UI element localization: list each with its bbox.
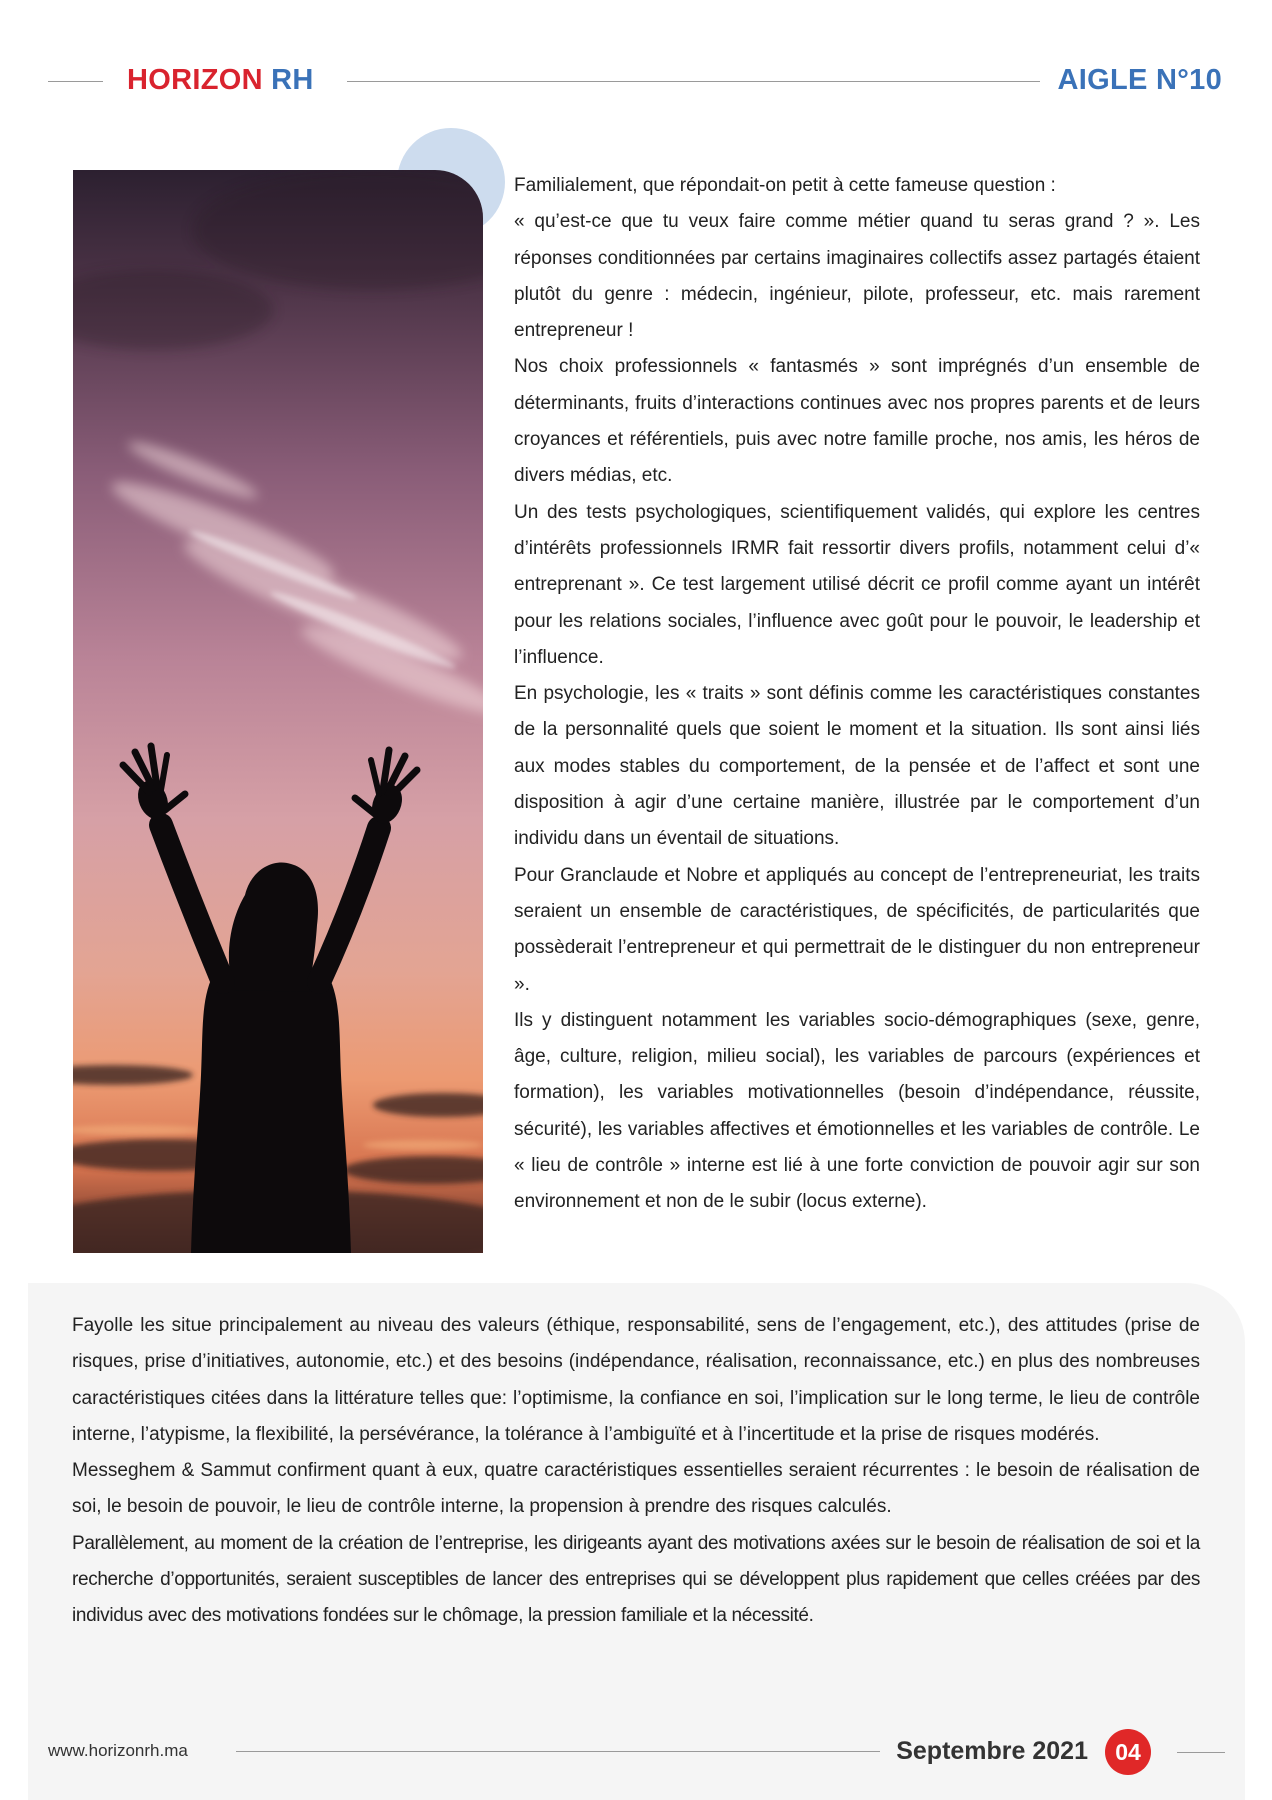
header-rule-left xyxy=(48,81,103,82)
article-paragraph-2: Nos choix professionnels « fantasmés » sont imprégnés d’un ensemble de déterminants, fruits d’interactions continues avec nos propres parents et de leurs croyances et référentiels, puis avec notre famille proche, nos amis, les héros de divers médias, etc. xyxy=(514,356,1200,487)
article-paragraph-5: Pour Granclaude et Nobre et appliqués au concept de l’entrepreneuriat, les traits seraient un ensemble de caractéristiques, de spécificités, de particularités que possèderait l’entrepreneur et qui permettrait de le distinguer du non entrepreneur ». xyxy=(514,864,1200,995)
article-paragraph-1: « qu’est-ce que tu veux faire comme métier quand tu seras grand ? ». Les réponses conditionnées par certains imaginaires collectifs assez partagés étaient plutôt du genre : médecin, ingénieur, pilote, professeur, etc. mais rarement entrepreneur ! xyxy=(514,211,1200,342)
issue-number: AIGLE N°10 xyxy=(1057,64,1222,96)
sunset-silhouette-photo xyxy=(73,170,483,1253)
website-url: www.horizonrh.ma xyxy=(48,1741,188,1760)
header-rule-middle xyxy=(347,81,1040,82)
box-paragraph-2: Messeghem & Sammut confirment quant à eux, quatre caractéristiques essentielles seraient récurrentes : le besoin de réalisation de soi, le besoin de pouvoir, le lieu de contrôle interne, la propension à prendre des risques calculés. xyxy=(72,1460,1200,1518)
article-paragraph-6: Ils y distinguent notamment les variables socio-démographiques (sexe, genre, âge, culture, religion, milieu social), les variables de parcours (expériences et formation), les variables motivationnelles (besoin d’indépendance, réussite, sécurité), les variables affectives et émotionnelles et les variables de contrôle. Le « lieu de contrôle » interne est lié à une forte conviction de pouvoir agir sur son environnement et non de le subir (locus externe). xyxy=(514,1009,1200,1213)
page-number-badge: 04 xyxy=(1105,1729,1151,1775)
article-paragraph-4: En psychologie, les « traits » sont définis comme les caractéristiques constantes de la personnalité quels que soient le moment et la situation. Ils sont ainsi liés aux modes stables du comportement, de la pensée et de l’affect et sont une disposition à agir d’une certaine manière, illustrée par le comportement d’un individu dans un éventail de situations. xyxy=(514,683,1200,850)
article-paragraph-1-line-1: Familialement, que répondait-on petit à cette fameuse question : xyxy=(514,175,1056,196)
box-paragraph-3: Parallèlement, au moment de la création de l’entreprise, les dirigeants ayant des motivations axées sur le besoin de réalisation de soi et la recherche d’opportunités, seraient susceptibles de lancer des entreprises qui se développent plus rapidement que celles créées par des individus avec des motivations fondées sur le chômage, la pression familiale et la nécessité. xyxy=(72,1532,1200,1627)
footer-rule-right xyxy=(1177,1752,1225,1753)
logo-rh: RH xyxy=(262,64,314,96)
magazine-logo xyxy=(127,62,314,98)
article-column xyxy=(514,168,1200,1221)
footer-rule-middle xyxy=(236,1751,880,1752)
article-paragraph-3: Un des tests psychologiques, scientifiquement validés, qui explore les centres d’intérêts professionnels IRMR fait ressortir divers profils, notamment celui d’« entreprenant ». Ce test largement utilisé décrit ce profil comme ayant un intérêt pour les relations sociales, l’influence avec goût pour le pouvoir, le leadership et l’influence. xyxy=(514,501,1200,668)
box-paragraph-1: Fayolle les situe principalement au niveau des valeurs (éthique, responsabilité, sens de l’engagement, etc.), des attitudes (prise de risques, prise d’initiatives, autonomie, etc.) et des besoins (indépendance, réalisation, reconnaissance, etc.) en plus des nombreuses caractéristiques citées dans la littérature telles que: l’optimisme, la confiance en soi, l’implication sur le long terme, le lieu de contrôle interne, l’atypisme, la flexibilité, la persévérance, la tolérance à l’ambiguïté et à l’incertitude et la prise de risques modérés. xyxy=(72,1315,1200,1445)
logo-horizon: HORIZON xyxy=(127,64,263,96)
highlight-box-text xyxy=(72,1308,1200,1635)
issue-date: Septembre 2021 xyxy=(896,1737,1088,1765)
